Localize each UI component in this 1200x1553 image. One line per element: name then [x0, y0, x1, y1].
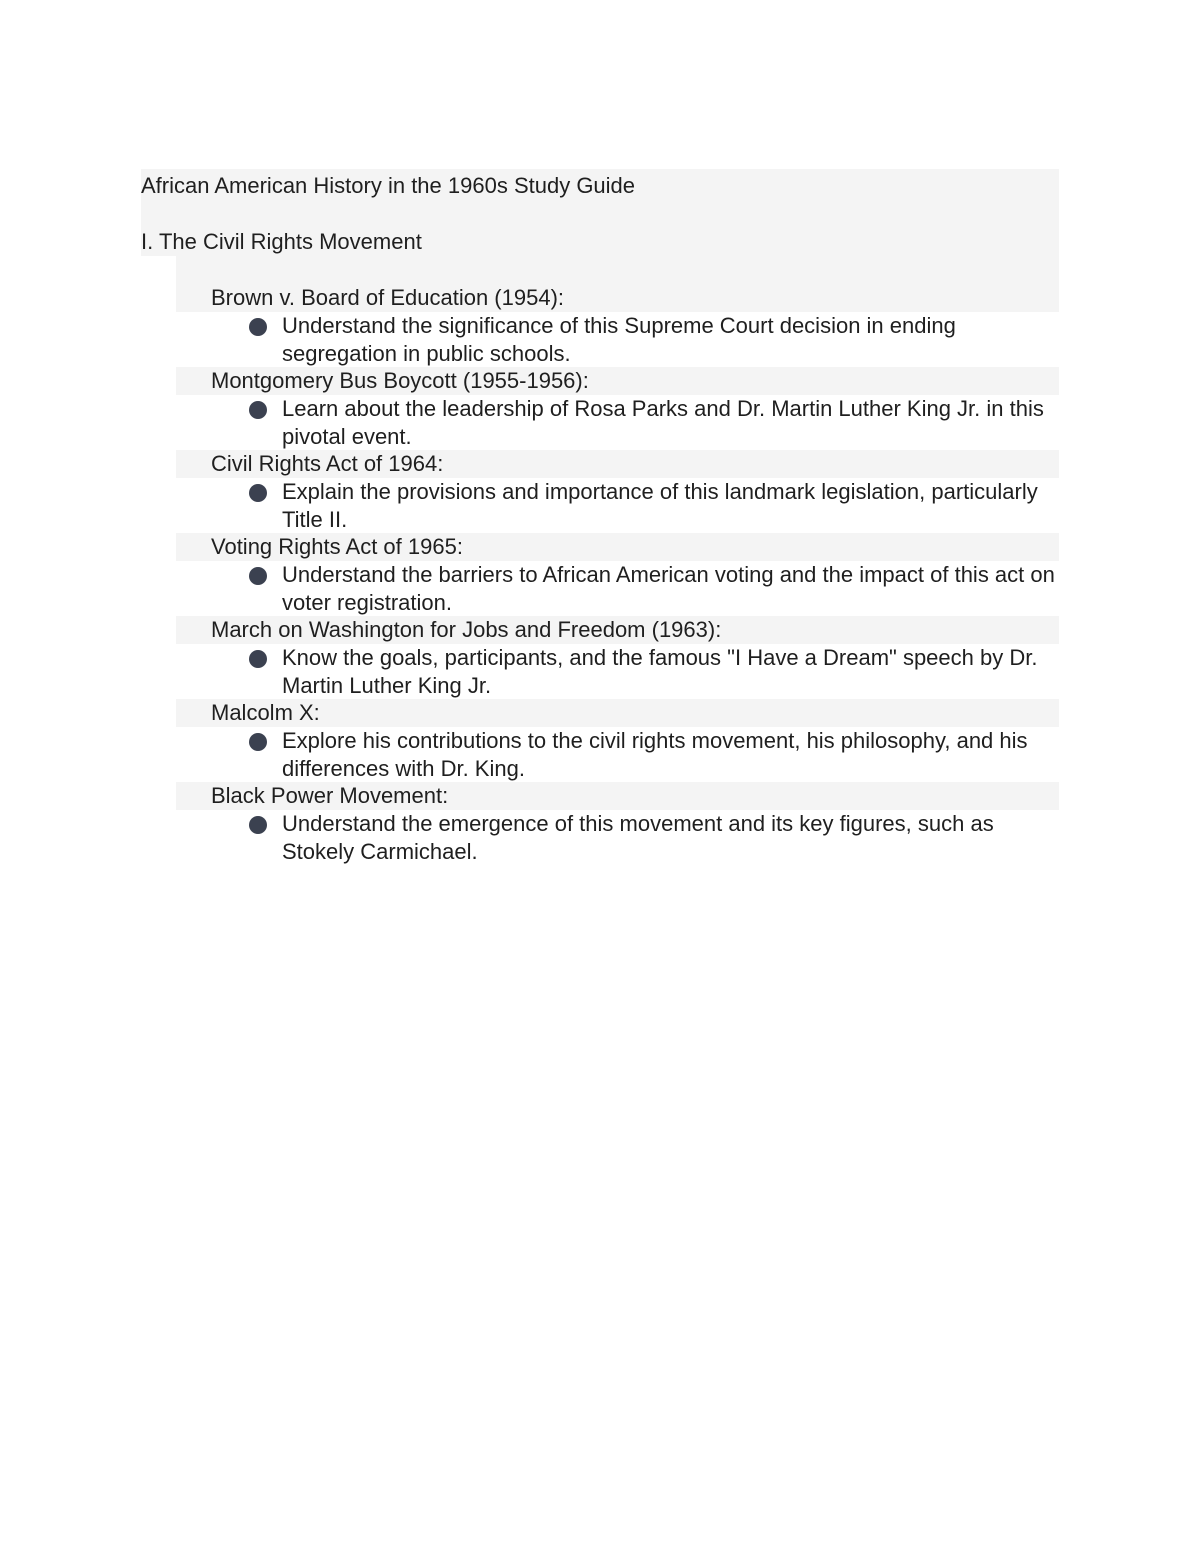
- bullet-text: Understand the significance of this Supreme Court decision in ending segregation in public schools.: [282, 313, 956, 366]
- topic-heading: Malcolm X:: [176, 699, 1059, 727]
- bullet-text: Explain the provisions and importance of this landmark legislation, particularly Title II.: [282, 479, 1038, 532]
- topic-heading: Voting Rights Act of 1965:: [176, 533, 1059, 561]
- topic-heading: Black Power Movement:: [176, 782, 1059, 810]
- list-item: [247, 727, 1059, 782]
- topic-heading: Montgomery Bus Boycott (1955-1956):: [176, 367, 1059, 395]
- bullet-icon: [249, 567, 267, 585]
- bullet-icon: [249, 318, 267, 336]
- bullet-icon: [249, 733, 267, 751]
- list-item: [247, 395, 1059, 450]
- list-item: [247, 561, 1059, 616]
- bullet-icon: [249, 650, 267, 668]
- bullet-text: Understand the emergence of this movement and its key figures, such as Stokely Carmichael.: [282, 811, 994, 864]
- bullet-text: Understand the barriers to African American voting and the impact of this act on voter registration.: [282, 562, 1055, 615]
- bullet-text: Know the goals, participants, and the famous "I Have a Dream" speech by Dr. Martin Luther King Jr.: [282, 645, 1038, 698]
- list-item: [247, 478, 1059, 533]
- bullet-text: Learn about the leadership of Rosa Parks and Dr. Martin Luther King Jr. in this pivotal event.: [282, 396, 1044, 449]
- spacer: [176, 256, 1059, 284]
- list-item: [247, 312, 1059, 367]
- bullet-icon: [249, 401, 267, 419]
- bullet-text: Explore his contributions to the civil rights movement, his philosophy, and his differences with Dr. King.: [282, 728, 1028, 781]
- topic-heading: Brown v. Board of Education (1954):: [176, 284, 1059, 312]
- topic-heading: March on Washington for Jobs and Freedom (1963):: [176, 616, 1059, 644]
- bullet-icon: [249, 484, 267, 502]
- list-item: [247, 644, 1059, 699]
- list-item: [247, 810, 1059, 865]
- topic-heading: Civil Rights Act of 1964:: [176, 450, 1059, 478]
- document-body: [141, 169, 1059, 865]
- document-title: African American History in the 1960s Study Guide: [141, 173, 636, 198]
- section-heading: I. The Civil Rights Movement: [141, 229, 422, 254]
- bullet-icon: [249, 816, 267, 834]
- title-block: [141, 169, 1059, 256]
- spacer: [141, 200, 1059, 228]
